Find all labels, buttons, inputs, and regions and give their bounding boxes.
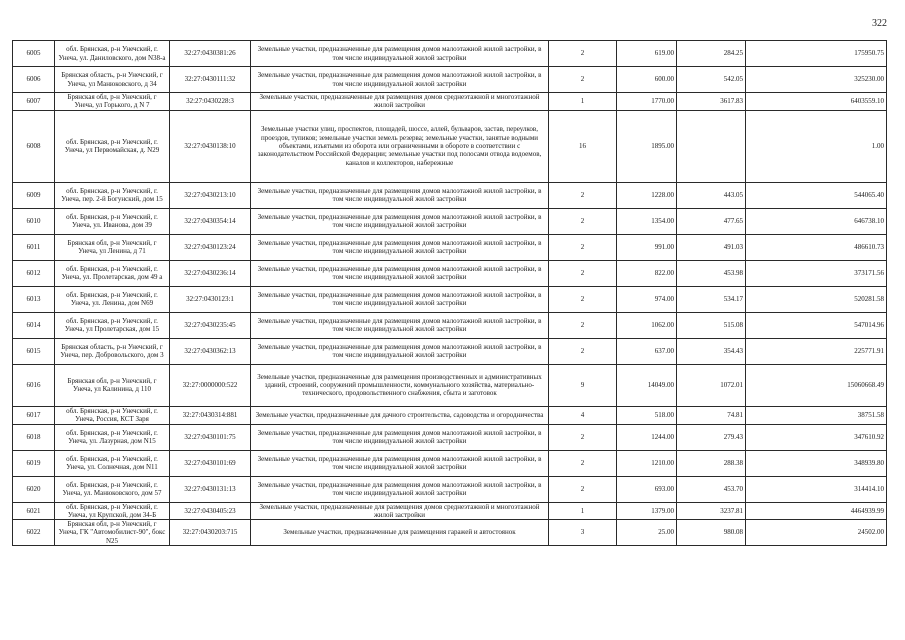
- row-id-cell: 6015: [13, 338, 55, 364]
- land-use-cell: Земельные участки, предназначенные для размещения домов малоэтажной жилой застройки, в том числе индивидуальной жилой застройки: [251, 41, 549, 67]
- unit-value-cell: 74.81: [677, 406, 746, 424]
- address-cell: обл. Брянская, р-н Унечский, г. Унеча, ул. Солнечная, дом N11: [55, 450, 170, 476]
- category-cell: 2: [549, 260, 617, 286]
- cadastral-value-cell: 225771.91: [746, 338, 887, 364]
- area-cell: 1354.00: [617, 208, 677, 234]
- land-use-cell: Земельные участки, предназначенные для размещения домов среднеэтажной и многоэтажной жилой застройки: [251, 93, 549, 111]
- address-cell: обл. Брянская, р-н Унечский, г. Унеча, ул. Даниловского, дом N38-а: [55, 41, 170, 67]
- land-use-cell: Земельные участки улиц, проспектов, площадей, шоссе, аллей, бульваров, застав, переулков, проездов, тупиков; земельные участки земель резерва; земельные участки, занятые водными объектами, изъятыми из оборота или ограниченными в обороте в соответствии с законодательством Российской Федерации; земельные участки под полосами отвода водоемов, каналов и коллекторов, набережные: [251, 110, 549, 182]
- table-row: [13, 260, 887, 286]
- table-row: [13, 520, 887, 546]
- cadastral-number-cell: 32:27:0430354:14: [170, 208, 251, 234]
- category-cell: 4: [549, 406, 617, 424]
- cadastral-value-cell: 6403559.10: [746, 93, 887, 111]
- cadastral-value-cell: 325230.00: [746, 67, 887, 93]
- category-cell: 3: [549, 520, 617, 546]
- cadastral-value-cell: 373171.56: [746, 260, 887, 286]
- area-cell: 991.00: [617, 234, 677, 260]
- row-id-cell: 6022: [13, 520, 55, 546]
- row-id-cell: 6007: [13, 93, 55, 111]
- address-cell: обл. Брянская, р-н Унечский, г. Унеча, ул. Манюковского, дом 57: [55, 476, 170, 502]
- row-id-cell: 6020: [13, 476, 55, 502]
- cadastral-value-cell: 486610.73: [746, 234, 887, 260]
- address-cell: обл. Брянская, р-н Унечский, г. Унеча, ул. Пролетарская, дом 49 а: [55, 260, 170, 286]
- category-cell: 2: [549, 450, 617, 476]
- category-cell: 2: [549, 182, 617, 208]
- table-row: [13, 476, 887, 502]
- area-cell: 1770.00: [617, 93, 677, 111]
- area-cell: 14049.00: [617, 364, 677, 406]
- unit-value-cell: 288.38: [677, 450, 746, 476]
- table-row: [13, 67, 887, 93]
- category-cell: 1: [549, 93, 617, 111]
- row-id-cell: 6008: [13, 110, 55, 182]
- cadastral-number-cell: 32:27:0430236:14: [170, 260, 251, 286]
- row-id-cell: 6019: [13, 450, 55, 476]
- cadastral-value-cell: 38751.58: [746, 406, 887, 424]
- address-cell: обл. Брянская, р-н Унечский, г. Унеча, ул. Иванова, дом 39: [55, 208, 170, 234]
- unit-value-cell: 453.70: [677, 476, 746, 502]
- table-row: [13, 424, 887, 450]
- category-cell: 2: [549, 312, 617, 338]
- area-cell: 822.00: [617, 260, 677, 286]
- table-row: [13, 110, 887, 182]
- cadastral-number-cell: 32:27:0430111:32: [170, 67, 251, 93]
- row-id-cell: 6014: [13, 312, 55, 338]
- unit-value-cell: 3617.83: [677, 93, 746, 111]
- table-row: [13, 208, 887, 234]
- land-use-cell: Земельные участки, предназначенные для размещения домов малоэтажной жилой застройки, в том числе индивидуальной жилой застройки: [251, 450, 549, 476]
- address-cell: обл. Брянская, р-н Унечский, г. Унеча, ул. Лазурная, дом N15: [55, 424, 170, 450]
- area-cell: 1895.00: [617, 110, 677, 182]
- table-row: [13, 93, 887, 111]
- category-cell: 2: [549, 476, 617, 502]
- area-cell: 637.00: [617, 338, 677, 364]
- area-cell: 1379.00: [617, 502, 677, 520]
- cadastral-number-cell: 32:27:0000000:522: [170, 364, 251, 406]
- cadastral-value-cell: 520281.58: [746, 286, 887, 312]
- area-cell: 1210.00: [617, 450, 677, 476]
- area-cell: 1228.00: [617, 182, 677, 208]
- cadastral-number-cell: 32:27:0430123:1: [170, 286, 251, 312]
- cadastral-value-cell: 15060668.49: [746, 364, 887, 406]
- row-id-cell: 6016: [13, 364, 55, 406]
- unit-value-cell: 515.08: [677, 312, 746, 338]
- category-cell: 2: [549, 234, 617, 260]
- cadastral-value-cell: 4464939.99: [746, 502, 887, 520]
- row-id-cell: 6012: [13, 260, 55, 286]
- land-use-cell: Земельные участки, предназначенные для дачного строительства, садоводства и огородничества: [251, 406, 549, 424]
- category-cell: 1: [549, 502, 617, 520]
- table-row: [13, 450, 887, 476]
- cadastral-value-cell: 547014.96: [746, 312, 887, 338]
- land-use-cell: Земельные участки, предназначенные для размещения домов малоэтажной жилой застройки, в том числе индивидуальной жилой застройки: [251, 234, 549, 260]
- cadastral-number-cell: 32:27:0430362:13: [170, 338, 251, 364]
- land-use-cell: Земельные участки, предназначенные для размещения производственных и административных зданий, строений, сооружений промышленности, коммунального хозяйства, материально-технического, продовольственного снабжения, сбыта и заготовок: [251, 364, 549, 406]
- unit-value-cell: 354.43: [677, 338, 746, 364]
- cadastral-number-cell: 32:27:0430381:26: [170, 41, 251, 67]
- table-row: [13, 312, 887, 338]
- category-cell: 9: [549, 364, 617, 406]
- table-body: [13, 41, 887, 546]
- land-use-cell: Земельные участки, предназначенные для размещения домов малоэтажной жилой застройки, в том числе индивидуальной жилой застройки: [251, 182, 549, 208]
- unit-value-cell: [677, 110, 746, 182]
- address-cell: обл. Брянская, р-н Унечский, г. Унеча, пер. 2-й Богунский, дом 15: [55, 182, 170, 208]
- unit-value-cell: 443.05: [677, 182, 746, 208]
- row-id-cell: 6011: [13, 234, 55, 260]
- page-number: 322: [872, 18, 887, 29]
- cadastral-value-cell: 1.00: [746, 110, 887, 182]
- cadastral-value-cell: 646738.10: [746, 208, 887, 234]
- unit-value-cell: 453.98: [677, 260, 746, 286]
- category-cell: 2: [549, 67, 617, 93]
- row-id-cell: 6006: [13, 67, 55, 93]
- category-cell: 2: [549, 424, 617, 450]
- unit-value-cell: 3237.81: [677, 502, 746, 520]
- category-cell: 16: [549, 110, 617, 182]
- cadastral-value-cell: 175950.75: [746, 41, 887, 67]
- land-use-cell: Земельные участки, предназначенные для размещения домов малоэтажной жилой застройки, в том числе индивидуальной жилой застройки: [251, 476, 549, 502]
- cadastral-number-cell: 32:27:0430123:24: [170, 234, 251, 260]
- land-use-cell: Земельные участки, предназначенные для размещения домов малоэтажной жилой застройки, в том числе индивидуальной жилой застройки: [251, 424, 549, 450]
- area-cell: 518.00: [617, 406, 677, 424]
- cadastral-number-cell: 32:27:0430405:23: [170, 502, 251, 520]
- address-cell: Брянская область, р-н Унечский, г Унеча, ул Манюковского, д 34: [55, 67, 170, 93]
- table-row: [13, 502, 887, 520]
- area-cell: 25.00: [617, 520, 677, 546]
- cadastral-value-cell: 314414.10: [746, 476, 887, 502]
- table-row: [13, 182, 887, 208]
- land-use-cell: Земельные участки, предназначенные для размещения домов малоэтажной жилой застройки, в том числе индивидуальной жилой застройки: [251, 286, 549, 312]
- cadastral-number-cell: 32:27:0430138:10: [170, 110, 251, 182]
- address-cell: Брянская область, р-н Унечский, г Унеча, пер. Добровольского, дом 3: [55, 338, 170, 364]
- address-cell: Брянская обл, р-н Унечский, г Унеча, ул Горького, д N 7: [55, 93, 170, 111]
- unit-value-cell: 542.05: [677, 67, 746, 93]
- unit-value-cell: 477.65: [677, 208, 746, 234]
- cadastral-value-cell: 24502.00: [746, 520, 887, 546]
- cadastral-number-cell: 32:27:0430101:75: [170, 424, 251, 450]
- land-use-cell: Земельные участки, предназначенные для размещения домов малоэтажной жилой застройки, в том числе индивидуальной жилой застройки: [251, 338, 549, 364]
- address-cell: Брянская обл, р-н Унечский, г Унеча, ГК "Автомобилист-90", бокс N25: [55, 520, 170, 546]
- unit-value-cell: 491.03: [677, 234, 746, 260]
- table-row: [13, 234, 887, 260]
- table-row: [13, 286, 887, 312]
- row-id-cell: 6018: [13, 424, 55, 450]
- cadastral-value-cell: 347610.92: [746, 424, 887, 450]
- row-id-cell: 6021: [13, 502, 55, 520]
- area-cell: 974.00: [617, 286, 677, 312]
- address-cell: обл. Брянская, р-н Унечский, г. Унеча, ул Пролетарская, дом 15: [55, 312, 170, 338]
- category-cell: 2: [549, 286, 617, 312]
- category-cell: 2: [549, 208, 617, 234]
- address-cell: Брянская обл, р-н Унечский, г Унеча, ул Калинина, д 110: [55, 364, 170, 406]
- land-use-cell: Земельные участки, предназначенные для размещения домов малоэтажной жилой застройки, в том числе индивидуальной жилой застройки: [251, 312, 549, 338]
- area-cell: 600.00: [617, 67, 677, 93]
- area-cell: 619.00: [617, 41, 677, 67]
- address-cell: обл. Брянская, р-н Унечский, г. Унеча, ул. Ленина, дом N69: [55, 286, 170, 312]
- unit-value-cell: 980.08: [677, 520, 746, 546]
- row-id-cell: 6005: [13, 41, 55, 67]
- table-row: [13, 338, 887, 364]
- land-registry-table: [12, 40, 887, 546]
- land-use-cell: Земельные участки, предназначенные для размещения домов малоэтажной жилой застройки, в том числе индивидуальной жилой застройки: [251, 260, 549, 286]
- area-cell: 693.00: [617, 476, 677, 502]
- address-cell: обл. Брянская, р-н Унечский, г. Унеча, ул Крупской, дом 34-Б: [55, 502, 170, 520]
- address-cell: Брянская обл, р-н Унечский, г Унеча, ул Ленина, д 71: [55, 234, 170, 260]
- cadastral-number-cell: 32:27:0430101:69: [170, 450, 251, 476]
- row-id-cell: 6013: [13, 286, 55, 312]
- row-id-cell: 6017: [13, 406, 55, 424]
- row-id-cell: 6010: [13, 208, 55, 234]
- table-row: [13, 364, 887, 406]
- land-use-cell: Земельные участки, предназначенные для размещения гаражей и автостоянок: [251, 520, 549, 546]
- cadastral-number-cell: 32:27:0430203:715: [170, 520, 251, 546]
- cadastral-number-cell: 32:27:0430131:13: [170, 476, 251, 502]
- land-use-cell: Земельные участки, предназначенные для размещения домов малоэтажной жилой застройки, в том числе индивидуальной жилой застройки: [251, 208, 549, 234]
- address-cell: обл. Брянская, р-н Унечский, г. Унеча, ул Первомайская, д. N29: [55, 110, 170, 182]
- unit-value-cell: 1072.01: [677, 364, 746, 406]
- table-row: [13, 406, 887, 424]
- cadastral-number-cell: 32:27:0430314:881: [170, 406, 251, 424]
- cadastral-number-cell: 32:27:0430235:45: [170, 312, 251, 338]
- row-id-cell: 6009: [13, 182, 55, 208]
- unit-value-cell: 284.25: [677, 41, 746, 67]
- table-row: [13, 41, 887, 67]
- address-cell: обл. Брянская, р-н Унечский, г. Унеча, Россия, КСТ Заря: [55, 406, 170, 424]
- land-use-cell: Земельные участки, предназначенные для размещения домов малоэтажной жилой застройки, в том числе индивидуальной жилой застройки: [251, 67, 549, 93]
- cadastral-number-cell: 32:27:0430213:10: [170, 182, 251, 208]
- cadastral-value-cell: 348939.80: [746, 450, 887, 476]
- area-cell: 1244.00: [617, 424, 677, 450]
- cadastral-number-cell: 32:27:0430228:3: [170, 93, 251, 111]
- unit-value-cell: 279.43: [677, 424, 746, 450]
- area-cell: 1062.00: [617, 312, 677, 338]
- cadastral-value-cell: 544065.40: [746, 182, 887, 208]
- category-cell: 2: [549, 338, 617, 364]
- category-cell: 2: [549, 41, 617, 67]
- land-use-cell: Земельные участки, предназначенные для размещения домов среднеэтажной и многоэтажной жилой застройки: [251, 502, 549, 520]
- unit-value-cell: 534.17: [677, 286, 746, 312]
